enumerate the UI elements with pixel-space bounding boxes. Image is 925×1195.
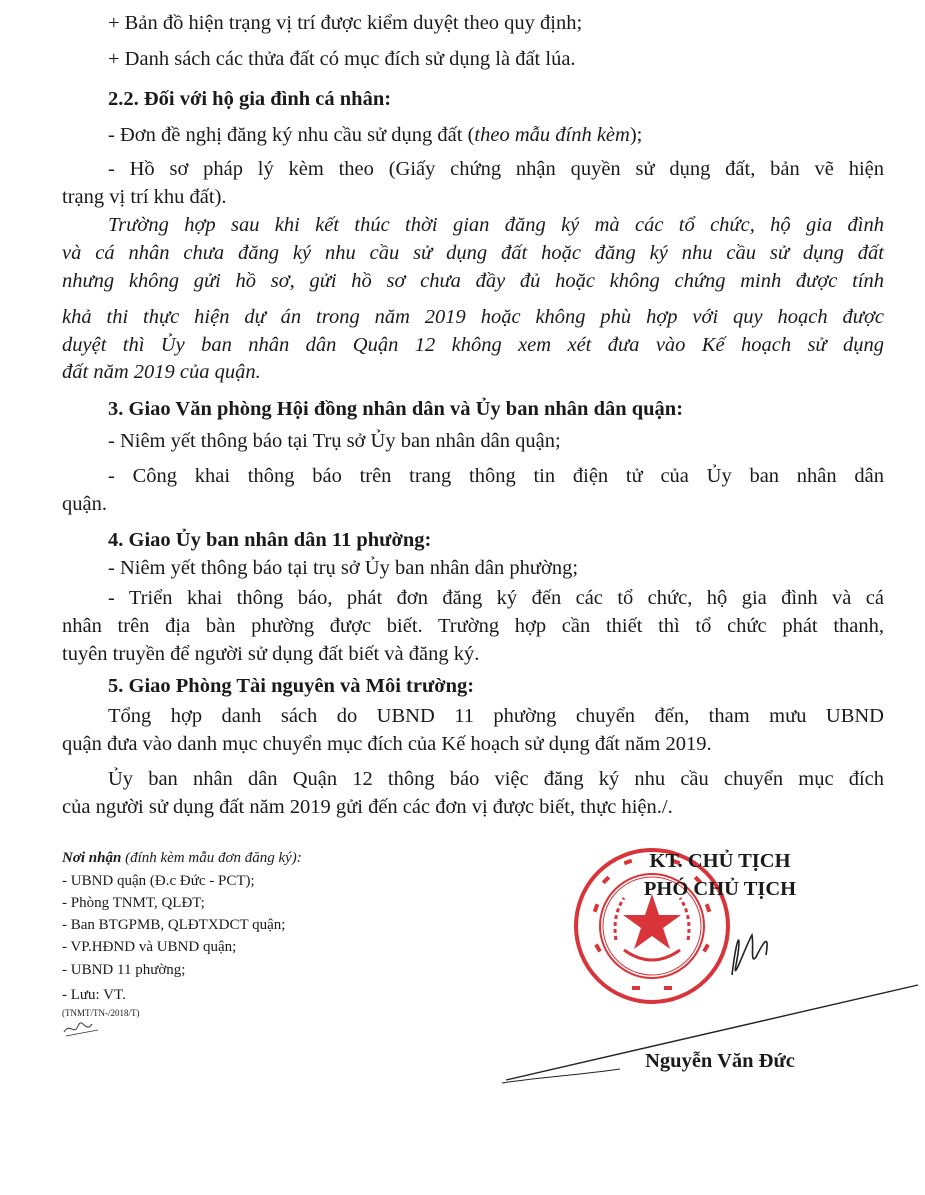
item-1-text-italic: theo mẫu đính kèm: [474, 124, 630, 146]
signature-title-line-2: PHÓ CHỦ TỊCH: [643, 878, 797, 900]
note-line-4: khả thi thực hiện dự án trong năm 2019 hoặc không phù hợp với quy hoạch được: [62, 306, 884, 328]
recipients-title-text: Nơi nhận: [62, 850, 122, 866]
note-line-6: đất năm 2019 của quận.: [62, 361, 261, 383]
note-line-2: và cá nhân chưa đăng ký nhu cầu sử dụng đất hoặc đăng ký nhu cầu sử dụng đất: [62, 242, 884, 264]
section-4-item-2-line-2: nhân trên địa bàn phường được biết. Trường hợp cần thiết thì tổ chức phát thanh,: [62, 615, 884, 637]
item-1-text-a: - Đơn đề nghị đăng ký nhu cầu sử dụng đất (: [108, 124, 475, 146]
closing-line-1: Ủy ban nhân dân Quận 12 thông báo việc đăng ký nhu cầu chuyển mục đích: [108, 768, 884, 790]
section-4-heading: 4. Giao Ủy ban nhân dân 11 phường:: [108, 529, 432, 551]
note-line-1: Trường hợp sau khi kết thúc thời gian đăng ký mà các tổ chức, hộ gia đình: [108, 214, 884, 236]
map-requirement-line: + Bản đồ hiện trạng vị trí được kiểm duyệt theo quy định;: [108, 12, 583, 34]
recipient-item: - UBND 11 phường;: [62, 962, 186, 978]
section-3-item-1: - Niêm yết thông báo tại Trụ sở Ủy ban nhân dân quận;: [108, 430, 561, 452]
section-2-2-item-2-line-1: - Hồ sơ pháp lý kèm theo (Giấy chứng nhận quyền sử dụng đất, bản vẽ hiện: [108, 158, 884, 180]
recipient-item: - Lưu: VT.: [62, 987, 126, 1003]
closing-line-2: của người sử dụng đất năm 2019 gửi đến các đơn vị được biết, thực hiện./.: [62, 796, 673, 818]
document-code: (TNMT/TN-/2018/T): [62, 1008, 140, 1018]
item-1-text-b: );: [629, 124, 643, 146]
section-4-item-2-line-1: - Triển khai thông báo, phát đơn đăng ký đến các tổ chức, hộ gia đình và cá: [108, 587, 884, 609]
section-4-item-1: - Niêm yết thông báo tại trụ sở Ủy ban nhân dân phường;: [108, 557, 579, 579]
initials-mark: [62, 1018, 102, 1040]
recipient-item: - VP.HĐND và UBND quận;: [62, 939, 237, 955]
note-line-3: nhưng không gửi hồ sơ, gửi hồ sơ chưa đầy đủ hoặc không chứng minh được tính: [62, 270, 884, 292]
recipients-title: [62, 848, 302, 870]
section-2-2-item-2-line-2: trạng vị trí khu đất).: [62, 186, 227, 208]
section-3-item-2-line-1: - Công khai thông báo trên trang thông tin điện tử của Ủy ban nhân dân: [108, 465, 884, 487]
recipient-item: - Ban BTGPMB, QLĐTXDCT quận;: [62, 917, 286, 933]
section-4-item-2-line-3: tuyên truyền để người sử dụng đất biết và đăng ký.: [62, 643, 480, 665]
section-2-2-heading: 2.2. Đối với hộ gia đình cá nhân:: [108, 88, 392, 110]
note-line-5: duyệt thì Ủy ban nhân dân Quận 12 không xem xét đưa vào Kế hoạch sử dụng: [62, 334, 884, 356]
recipients-title-note: (đính kèm mẫu đơn đăng ký):: [121, 850, 302, 866]
rice-land-list-line: + Danh sách các thửa đất có mục đích sử dụng là đất lúa.: [108, 48, 576, 70]
section-2-2-item-1: [108, 122, 642, 148]
section-5-body-line-2: quận đưa vào danh mục chuyển mục đích của Kế hoạch sử dụng đất năm 2019.: [62, 733, 712, 755]
section-5-body-line-1: Tổng hợp danh sách do UBND 11 phường chuyển đến, tham mưu UBND: [108, 705, 884, 727]
section-5-heading: 5. Giao Phòng Tài nguyên và Môi trường:: [108, 675, 475, 697]
signer-name: Nguyễn Văn Đức: [645, 1050, 795, 1072]
section-3-item-2-line-2: quận.: [62, 493, 107, 515]
section-3-heading: 3. Giao Văn phòng Hội đồng nhân dân và Ủy ban nhân dân quận:: [108, 398, 684, 420]
recipient-item: - Phòng TNMT, QLĐT;: [62, 895, 205, 911]
signature-title-line-1: KT. CHỦ TỊCH: [649, 850, 791, 872]
recipient-item: - UBND quận (Đ.c Đức - PCT);: [62, 873, 255, 889]
